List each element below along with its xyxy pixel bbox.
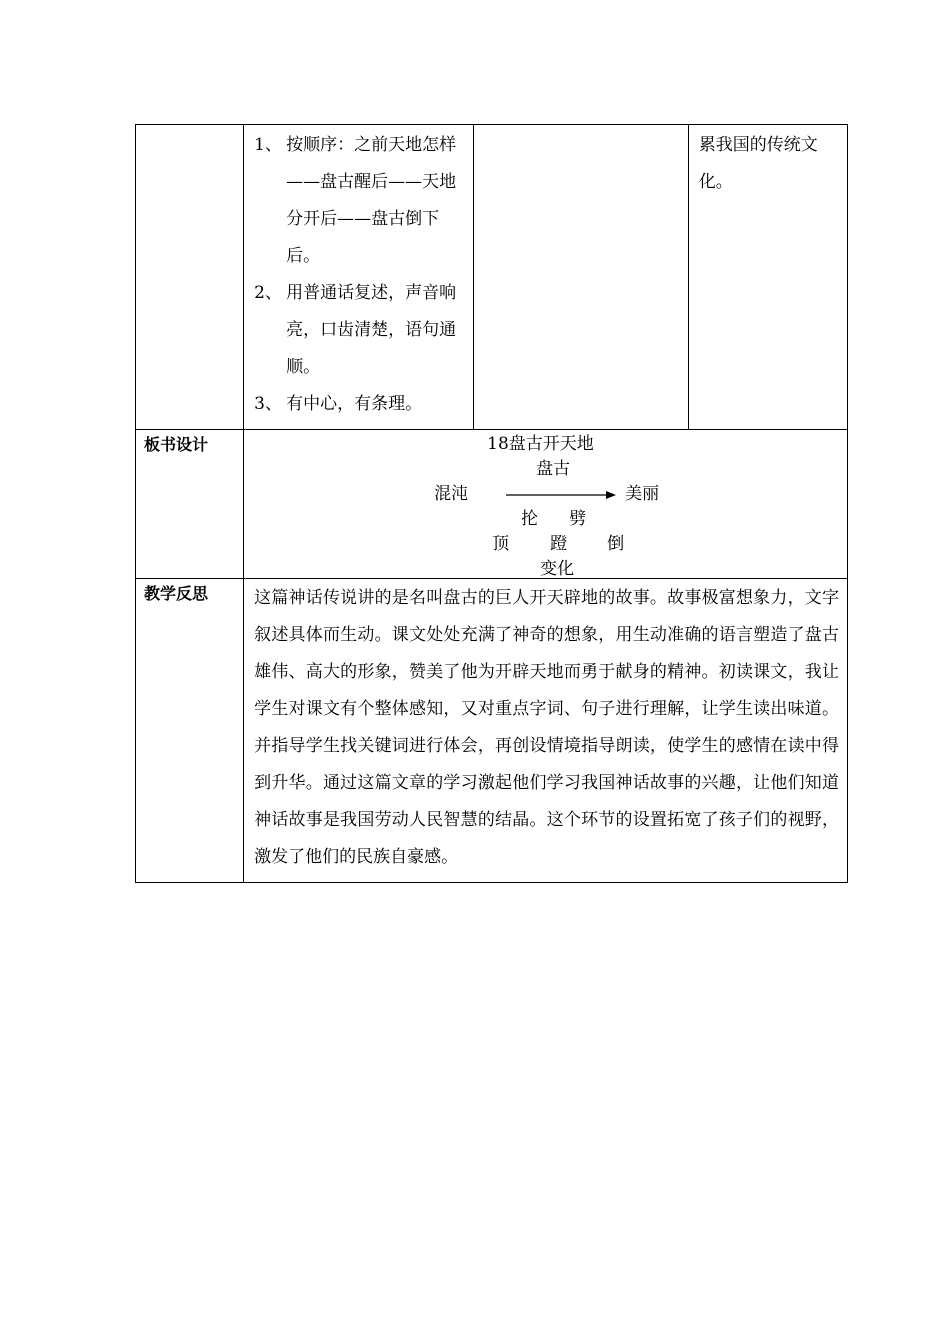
reflection-label-cell bbox=[136, 579, 244, 883]
empty-middle-cell bbox=[474, 125, 688, 430]
step-item bbox=[254, 386, 465, 423]
step-text: 有中心，有条理。 bbox=[286, 394, 423, 414]
board-design-cell bbox=[244, 430, 848, 579]
tradition-text: 累我国的传统文化。 bbox=[698, 135, 818, 192]
arrow-icon bbox=[506, 490, 616, 500]
continued-row bbox=[136, 125, 848, 430]
reflection-cell bbox=[244, 579, 848, 883]
board-verb: 顶 bbox=[492, 534, 510, 554]
board-design-label: 板书设计 bbox=[144, 435, 209, 454]
board-verb: 抡 bbox=[521, 509, 539, 529]
board-verb: 倒 bbox=[607, 534, 625, 554]
board-diagram bbox=[244, 430, 847, 578]
board-design-label-cell bbox=[136, 430, 244, 579]
board-title: 18盘古开天地 bbox=[487, 434, 594, 454]
step-text: 按顺序：之前天地怎样——盘古醒后——天地分开后——盘古倒下后。 bbox=[286, 135, 457, 266]
lesson-table bbox=[135, 124, 848, 883]
board-left: 混沌 bbox=[434, 484, 469, 504]
step-number: 2、 bbox=[254, 283, 282, 303]
board-right: 美丽 bbox=[625, 484, 660, 504]
empty-label-cell bbox=[136, 125, 244, 430]
reflection-text: 这篇神话传说讲的是名叫盘古的巨人开天辟地的故事。故事极富想象力，文字叙述具体而生动。课文处处充满了神奇的想象，用生动准确的语言塑造了盘古雄伟、高大的形象，赞美了他为开辟天地而勇于献身的精神。初读课文，我让学生对课文有个整体感知，又对重点字词、句子进行理解，让学生读出味道。并指导学生找关键词进行体会，再创设情境指导朗读，使学生的感情在读中得到升华。通过这篇文章的学习激起他们学习我国神话故事的兴趣，让他们知道神话故事是我国劳动人民智慧的结晶。这个环节的设置拓宽了孩子们的视野，激发了他们的民族自豪感。 bbox=[254, 588, 839, 867]
step-number: 3、 bbox=[254, 394, 282, 414]
tradition-cell bbox=[688, 125, 847, 430]
step-item bbox=[254, 127, 465, 275]
reflection-row bbox=[136, 579, 848, 883]
steps-cell bbox=[244, 125, 474, 430]
board-verb: 劈 bbox=[569, 509, 587, 529]
step-text: 用普通话复述，声音响亮，口齿清楚，语句通顺。 bbox=[286, 283, 457, 377]
board-verb: 蹬 bbox=[550, 534, 568, 554]
step-item bbox=[254, 275, 465, 386]
board-design-row bbox=[136, 430, 848, 579]
board-center: 盘古 bbox=[536, 459, 571, 479]
reflection-label: 教学反思 bbox=[144, 584, 209, 603]
step-number: 1、 bbox=[254, 135, 282, 155]
board-bottom: 变化 bbox=[540, 559, 575, 579]
